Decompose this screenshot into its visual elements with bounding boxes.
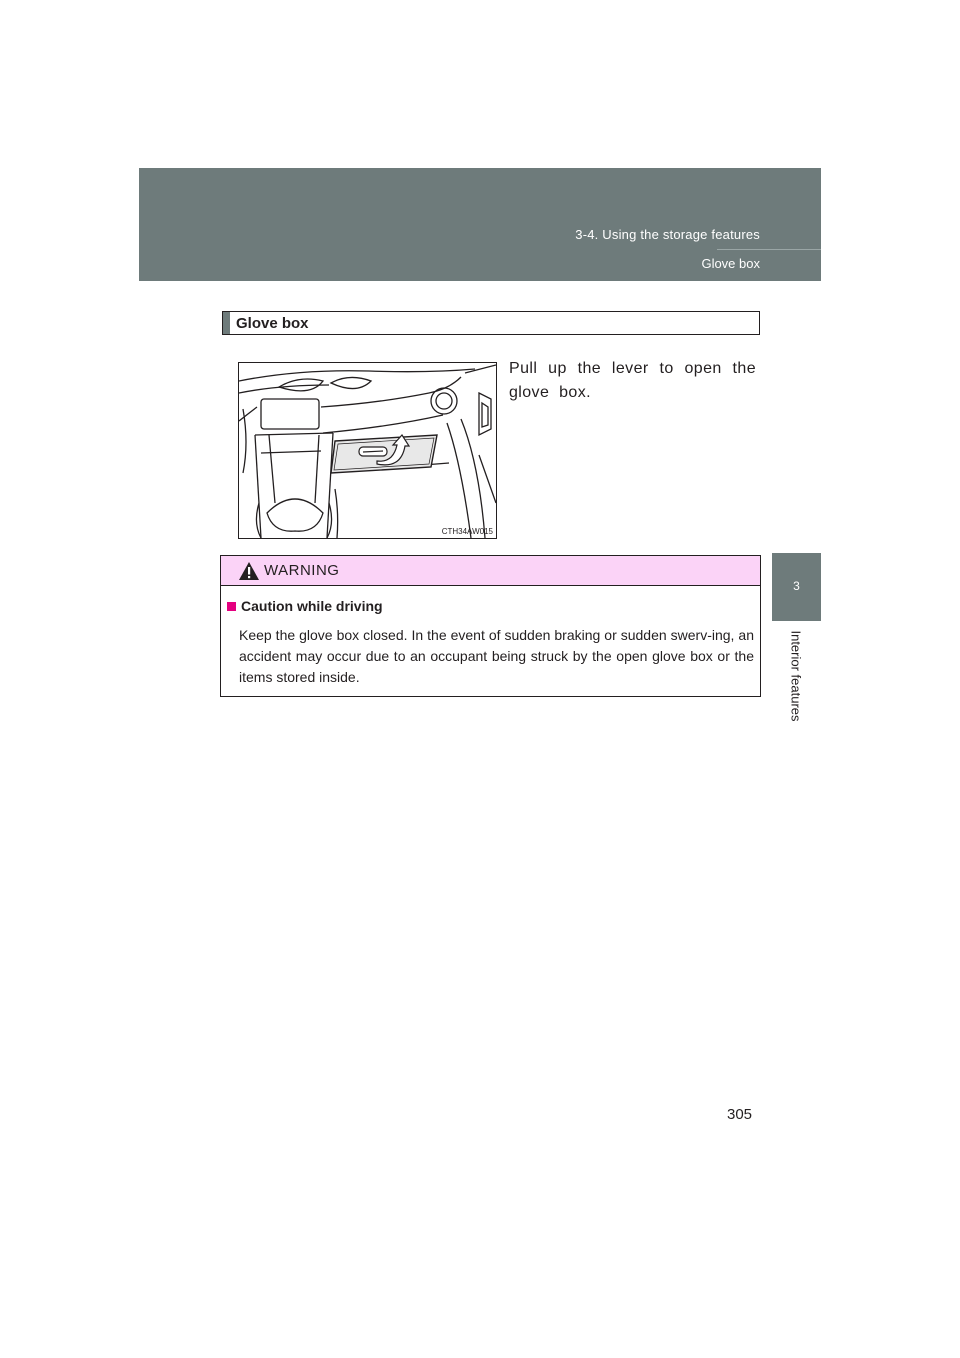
warning-header [221, 556, 760, 586]
warning-title: WARNING [264, 562, 340, 579]
glove-box-figure [238, 362, 497, 539]
header-section-title: 3-4. Using the storage features [575, 227, 760, 242]
warning-box [220, 555, 761, 697]
instruction-text: Pull up the lever to open the glove box. [509, 360, 756, 401]
section-title: Glove box [236, 315, 309, 332]
chapter-number: 3 [793, 579, 800, 593]
bullet-square-icon [227, 602, 236, 611]
header-band [139, 168, 821, 281]
warning-triangle-icon [238, 561, 260, 581]
dashboard-illustration [239, 363, 496, 538]
header-divider [717, 249, 821, 250]
section-heading-bar [223, 312, 230, 334]
warning-item-title-text: Caution while driving [241, 598, 383, 614]
header-subsection-title: Glove box [701, 256, 760, 271]
chapter-label: Interior features [788, 630, 804, 722]
warning-item-title [227, 598, 383, 614]
chapter-tab [772, 553, 821, 621]
page-number: 305 [727, 1106, 753, 1123]
section-heading [222, 311, 760, 335]
warning-item-text: Keep the glove box closed. In the event of sudden braking or sudden swerv-ing, an accident may occur due to an occupant being struck by the open glove box or the items stored inside. [239, 627, 754, 685]
figure-code: CTH34AW015 [441, 527, 493, 536]
